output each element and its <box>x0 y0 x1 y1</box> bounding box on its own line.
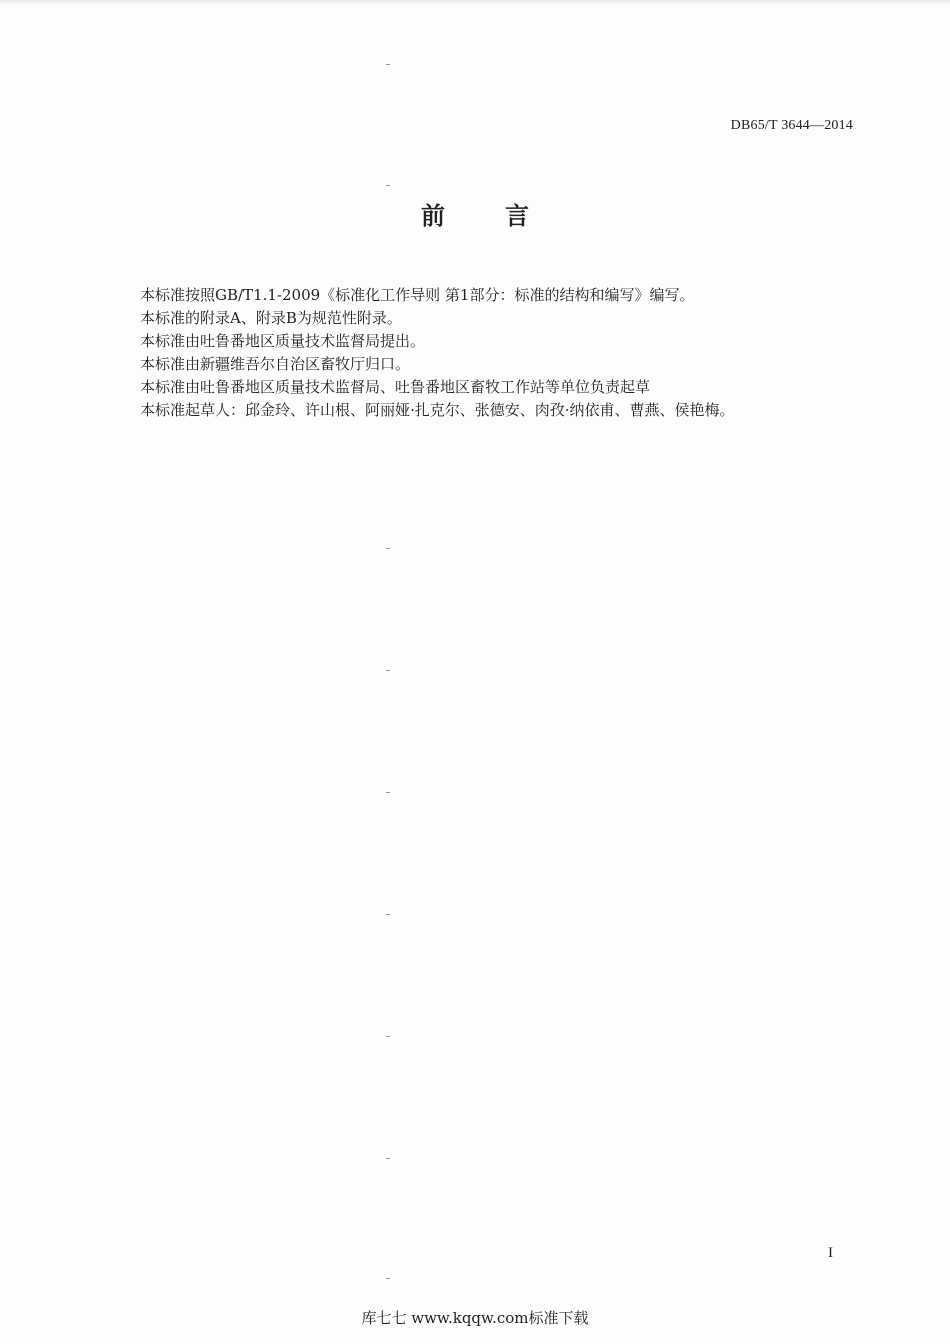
scan-mark <box>386 1158 390 1159</box>
paragraph: 本标准由吐鲁番地区质量技术监督局、吐鲁番地区畜牧工作站等单位负责起草 <box>140 378 651 396</box>
paragraph: 本标准按照GB/T1.1-2009《标准化工作导则 第1部分：标准的结构和编写》编写。 <box>140 286 695 304</box>
scan-edge <box>0 0 950 5</box>
scan-mark <box>386 1278 390 1279</box>
paragraph: 本标准由吐鲁番地区质量技术监督局提出。 <box>140 332 426 350</box>
scan-mark <box>386 792 390 793</box>
foreword-body <box>140 284 860 422</box>
page-title <box>0 196 950 231</box>
scan-mark <box>386 185 390 186</box>
scan-mark <box>386 670 390 671</box>
paragraph: 本标准的附录A、附录B为规范性附录。 <box>140 309 402 327</box>
title-char-1: 前 <box>421 202 445 230</box>
paragraph: 本标准起草人：邱金玲、许山根、阿丽娅·扎克尔、张德安、肉孜·纳依甫、曹燕、侯艳梅。 <box>140 401 735 419</box>
page-number: I <box>828 1245 833 1261</box>
standard-code: DB65/T 3644—2014 <box>730 118 853 133</box>
scan-mark <box>386 548 390 549</box>
footer-watermark: 库七七 www.kqqw.com标准下载 <box>361 1309 589 1327</box>
paragraph: 本标准由新疆维吾尔自治区畜牧厅归口。 <box>140 355 411 373</box>
title-char-2: 言 <box>505 202 529 230</box>
scan-mark <box>386 1036 390 1037</box>
scan-mark <box>386 64 390 65</box>
scan-mark <box>386 914 390 915</box>
